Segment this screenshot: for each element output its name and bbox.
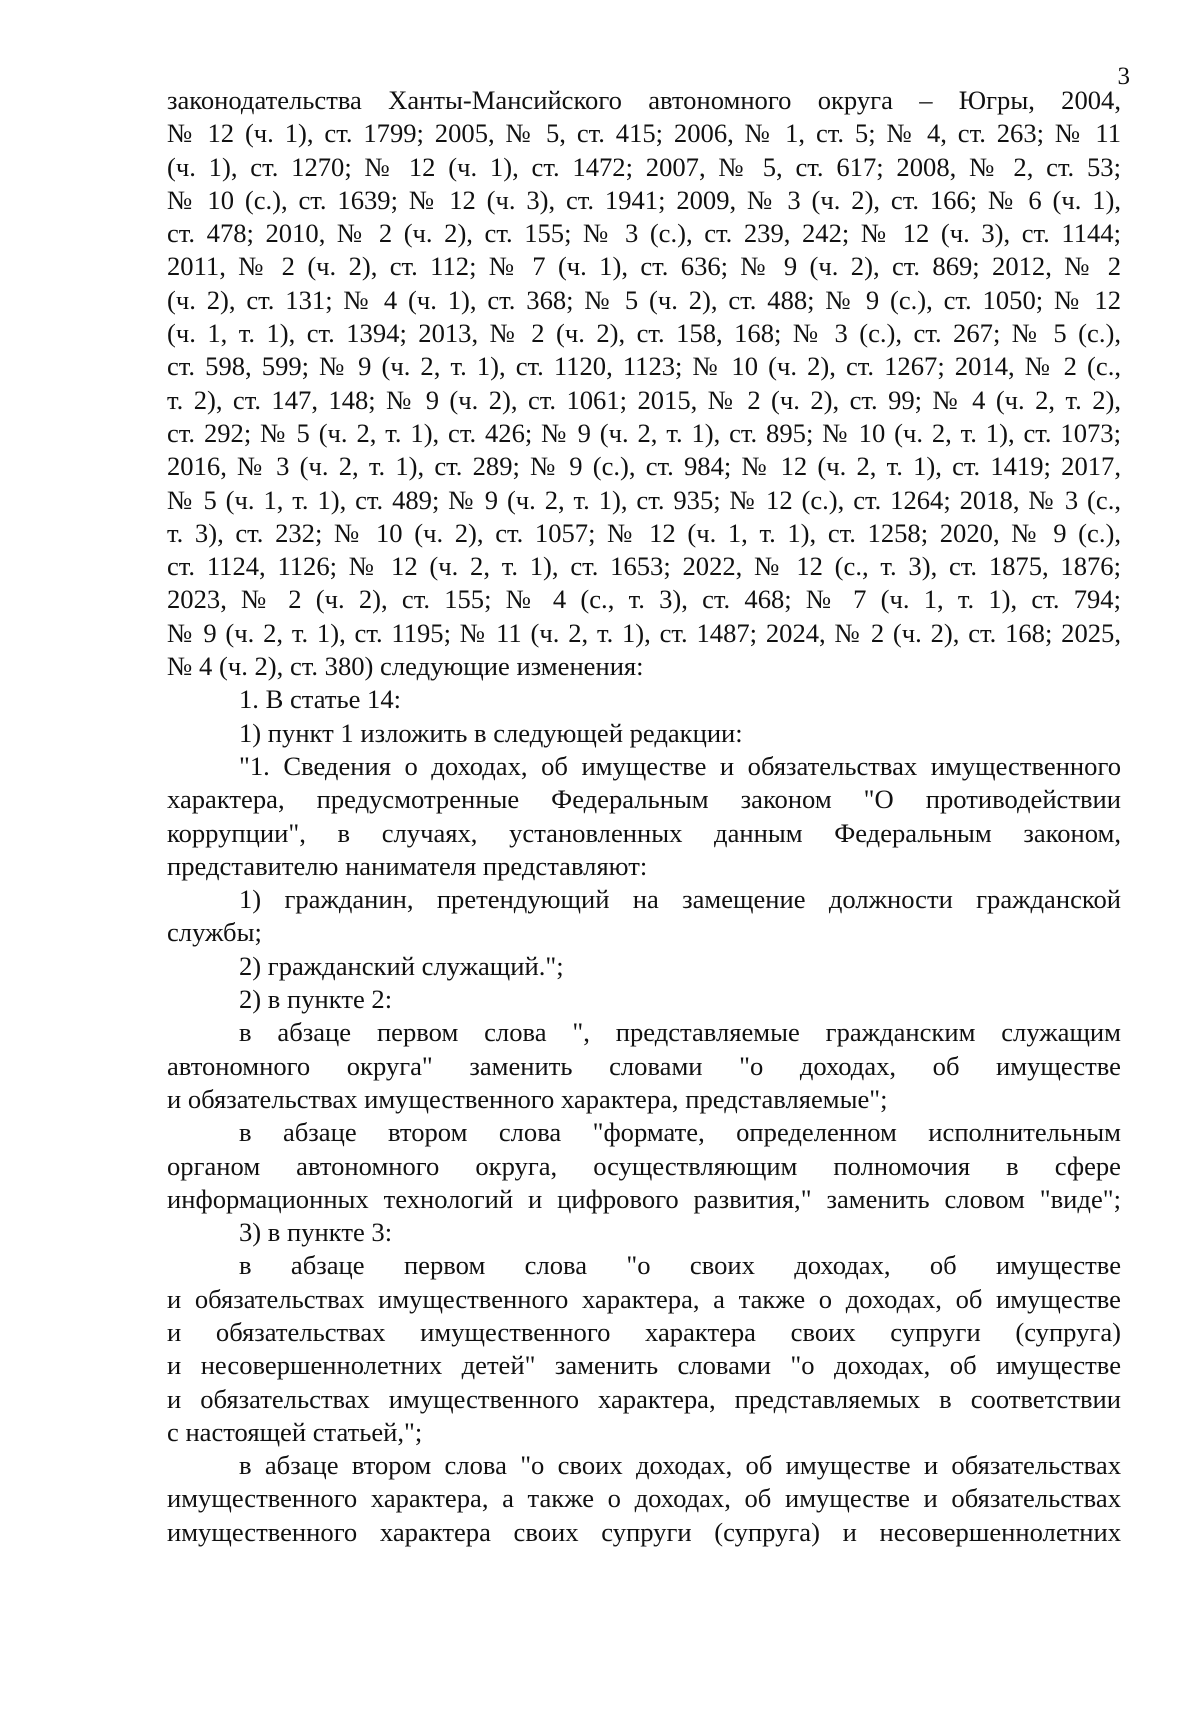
text-line: 1. В статье 14:	[239, 684, 402, 715]
text-line: в абзаце втором слова "формате, определенном исполнительным	[239, 1117, 1121, 1148]
text-line: имущественного характера своих супруги (супруга) и несовершеннолетних	[167, 1516, 1121, 1547]
text-line: 1) гражданин, претендующий на замещение должности гражданской	[239, 884, 1121, 915]
text-line: № 5 (ч. 1, т. 1), ст. 489; № 9 (ч. 2, т. 1), ст. 935; № 12 (с.), ст. 1264; 2018, № 3 (с.,	[167, 484, 1121, 515]
text-line: ст. 292; № 5 (ч. 2, т. 1), ст. 426; № 9 (ч. 2, т. 1), ст. 895; № 10 (ч. 2, т. 1), ст. 1073;	[167, 417, 1121, 448]
text-line: 2011, № 2 (ч. 2), ст. 112; № 7 (ч. 1), ст. 636; № 9 (ч. 2), ст. 869; 2012, № 2	[167, 251, 1121, 282]
text-line: и обязательствах имущественного характера, представляемые";	[167, 1083, 888, 1114]
text-line: законодательства Ханты-Мансийского автономного округа – Югры, 2004,	[167, 85, 1121, 115]
text-line: органом автономного округа, осуществляющим полномочия в сфере	[167, 1150, 1121, 1181]
text-line: в абзаце первом слова ", представляемые гражданским служащим	[239, 1017, 1121, 1048]
text-line: (ч. 2), ст. 131; № 4 (ч. 1), ст. 368; № 5 (ч. 2), ст. 488; № 9 (с.), ст. 1050; № 12	[167, 284, 1121, 315]
text-line: (ч. 1, т. 1), ст. 1394; 2013, № 2 (ч. 2), ст. 158, 168; № 3 (с.), ст. 267; № 5 (с.),	[167, 318, 1121, 349]
text-line: в абзаце втором слова "о своих доходах, об имуществе и обязательствах	[239, 1450, 1121, 1481]
text-line: представителю нанимателя представляют:	[167, 850, 648, 881]
text-line: № 10 (с.), ст. 1639; № 12 (ч. 3), ст. 1941; 2009, № 3 (ч. 2), ст. 166; № 6 (ч. 1),	[167, 184, 1121, 215]
text-line: т. 2), ст. 147, 148; № 9 (ч. 2), ст. 1061; 2015, № 2 (ч. 2), ст. 99; № 4 (ч. 2, т. 2),	[167, 384, 1121, 415]
text-line: ст. 478; 2010, № 2 (ч. 2), ст. 155; № 3 (с.), ст. 239, 242; № 12 (ч. 3), ст. 1144;	[167, 218, 1121, 249]
text-line: 2016, № 3 (ч. 2, т. 1), ст. 289; № 9 (с.), ст. 984; № 12 (ч. 2, т. 1), ст. 1419; 2017,	[167, 451, 1121, 482]
text-line: № 9 (ч. 2, т. 1), ст. 1195; № 11 (ч. 2, т. 1), ст. 1487; 2024, № 2 (ч. 2), ст. 168; 2025,	[167, 617, 1121, 648]
text-line: ст. 1124, 1126; № 12 (ч. 2, т. 1), ст. 1653; 2022, № 12 (с., т. 3), ст. 1875, 1876;	[167, 551, 1121, 582]
text-line: 1) пункт 1 изложить в следующей редакции:	[239, 717, 743, 748]
text-line: "1. Сведения о доходах, об имуществе и обязательствах имущественного	[239, 750, 1121, 781]
text-line: в абзаце первом слова "о своих доходах, об имуществе	[239, 1250, 1121, 1281]
text-line: с настоящей статьей,";	[167, 1416, 423, 1447]
text-line: ст. 598, 599; № 9 (ч. 2, т. 1), ст. 1120, 1123; № 10 (ч. 2), ст. 1267; 2014, № 2 (с.,	[167, 351, 1121, 382]
text-line: 2) в пункте 2:	[239, 984, 393, 1015]
text-line: № 12 (ч. 1), ст. 1799; 2005, № 5, ст. 415; 2006, № 1, ст. 5; № 4, ст. 263; № 11	[167, 118, 1121, 149]
text-line: службы;	[167, 917, 262, 948]
text-line: характера, предусмотренные Федеральным законом "О противодействии	[167, 784, 1121, 815]
text-line: имущественного характера, а также о доходах, об имуществе и обязательствах	[167, 1483, 1121, 1514]
text-line: т. 3), ст. 232; № 10 (ч. 2), ст. 1057; № 12 (ч. 1, т. 1), ст. 1258; 2020, № 9 (с.),	[167, 517, 1121, 548]
text-line: 3) в пункте 3:	[239, 1217, 393, 1248]
text-line: автономного округа" заменить словами "о доходах, об имуществе	[167, 1050, 1121, 1081]
text-line: (ч. 1), ст. 1270; № 12 (ч. 1), ст. 1472; 2007, № 5, ст. 617; 2008, № 2, ст. 53;	[167, 151, 1121, 182]
document-body	[167, 84, 1121, 1549]
text-line: коррупции", в случаях, установленных данным Федеральным законом,	[167, 817, 1121, 848]
text-line: и обязательствах имущественного характера, а также о доходах, об имуществе	[167, 1283, 1121, 1314]
text-line: № 4 (ч. 2), ст. 380) следующие изменения:	[167, 651, 644, 682]
text-line: и обязательствах имущественного характера, представляемых в соответствии	[167, 1383, 1121, 1414]
text-line: информационных технологий и цифрового развития," заменить словом "виде";	[167, 1183, 1121, 1214]
text-line: и обязательствах имущественного характера своих супруги (супруга)	[167, 1316, 1121, 1347]
page-number: 3	[1117, 63, 1130, 90]
text-line: 2023, № 2 (ч. 2), ст. 155; № 4 (с., т. 3), ст. 468; № 7 (ч. 1, т. 1), ст. 794;	[167, 584, 1121, 615]
text-line: 2) гражданский служащий.";	[239, 950, 564, 981]
text-line: и несовершеннолетних детей" заменить словами "о доходах, об имуществе	[167, 1350, 1121, 1381]
